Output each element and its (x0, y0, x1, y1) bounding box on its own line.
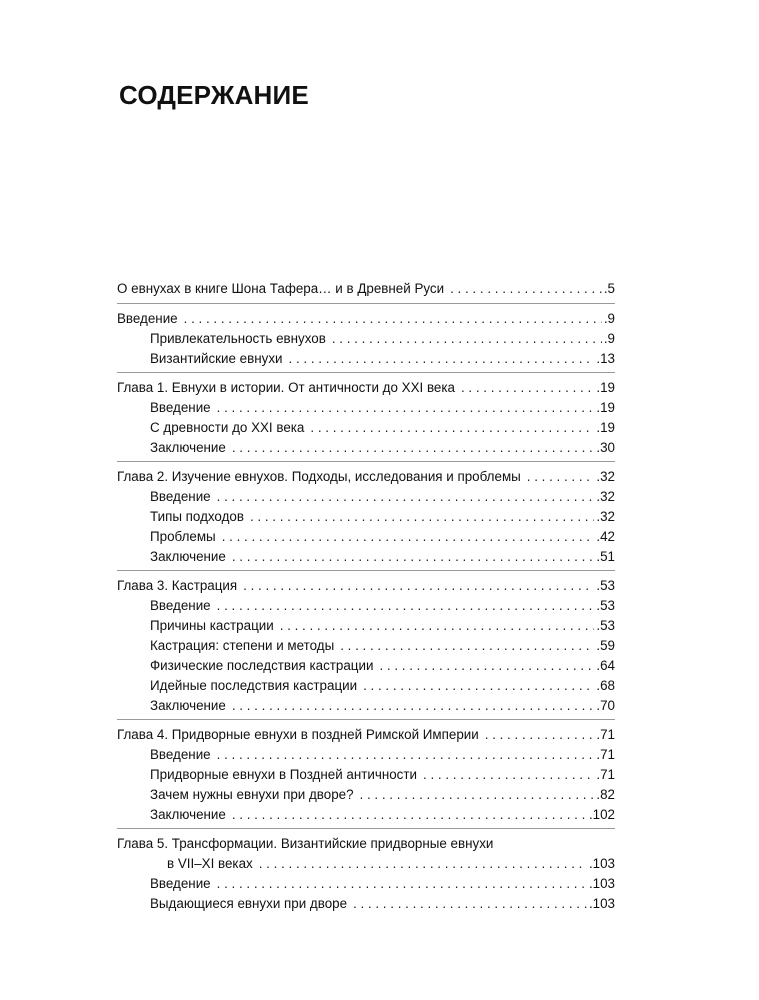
dot-leader (289, 349, 595, 369)
toc-subentry-page: .59 (596, 638, 615, 653)
toc-subentry-page: .71 (596, 747, 615, 762)
toc-subentry[interactable] (117, 656, 615, 676)
toc-subentry-page: .32 (596, 509, 615, 524)
toc-entry-label: Глава 2. Изучение евнухов. Подходы, исследования и проблемы (117, 469, 521, 484)
toc-entry-page: .9 (603, 311, 615, 326)
toc-subentry-label: Византийские евнухи (150, 351, 283, 366)
toc-subentry[interactable] (117, 616, 615, 636)
toc-subentry[interactable] (117, 527, 615, 547)
toc-subentry[interactable] (117, 636, 615, 656)
toc-entry-page: .53 (596, 578, 615, 593)
dot-leader (243, 576, 594, 596)
toc-subentry-label: Введение (150, 598, 211, 613)
toc-subentry-page: .53 (596, 618, 615, 633)
toc-entry-chapter-5[interactable] (117, 834, 615, 854)
toc-subentry[interactable] (117, 329, 615, 349)
dot-leader (280, 616, 595, 636)
dot-leader (232, 547, 595, 567)
toc-subentry-label: Заключение (150, 698, 226, 713)
toc-subentry-page: .13 (596, 351, 615, 366)
toc-subentry-label: Проблемы (150, 529, 216, 544)
dot-leader (423, 765, 594, 785)
toc-subentry[interactable] (117, 894, 615, 914)
toc-subentry-label: Заключение (150, 807, 226, 822)
toc-entry-introduction[interactable] (117, 309, 615, 329)
toc-group (117, 303, 615, 372)
toc-group (117, 278, 615, 303)
toc-group (117, 372, 615, 461)
toc-entry-preface[interactable] (117, 279, 615, 299)
dot-leader (332, 329, 602, 349)
toc-entry-continuation[interactable] (117, 854, 615, 874)
toc-entry-label: Глава 5. Трансформации. Византийские придворные евнухи (117, 836, 494, 851)
dot-leader (217, 596, 595, 616)
toc-entry-chapter-4[interactable] (117, 725, 615, 745)
toc-subentry-label: Привлекательность евнухов (150, 331, 326, 346)
toc-subentry[interactable] (117, 547, 615, 567)
dot-leader (217, 487, 595, 507)
toc-subentry[interactable] (117, 507, 615, 527)
table-of-contents (117, 278, 615, 917)
toc-subentry-label: Причины кастрации (150, 618, 274, 633)
toc-entry-page: .103 (588, 856, 615, 871)
dot-leader (340, 636, 594, 656)
dot-leader (217, 398, 595, 418)
toc-entry-label: Глава 1. Евнухи в истории. От античности до XXI века (117, 380, 455, 395)
toc-subentry-label: Заключение (150, 440, 226, 455)
toc-subentry-label: Введение (150, 747, 211, 762)
toc-entry-label: О евнухах в книге Шона Тафера… и в Древней Руси (117, 281, 445, 296)
toc-subentry-page: .9 (603, 331, 615, 346)
toc-group (117, 828, 615, 917)
toc-subentry[interactable] (117, 438, 615, 458)
dot-leader (222, 527, 595, 547)
toc-subentry-page: .64 (596, 658, 615, 673)
dot-leader (232, 805, 587, 825)
toc-subentry-page: .82 (596, 787, 615, 802)
dot-leader (259, 854, 587, 874)
toc-subentry-page: .51 (596, 549, 615, 564)
toc-subentry-label: Выдающиеся евнухи при дворе (150, 896, 348, 911)
toc-subentry[interactable] (117, 696, 615, 716)
toc-subentry[interactable] (117, 676, 615, 696)
toc-entry-page: .19 (596, 380, 615, 395)
toc-subentry[interactable] (117, 349, 615, 369)
toc-subentry[interactable] (117, 805, 615, 825)
toc-entry-page: .5 (603, 281, 615, 296)
toc-subentry-label: Кастрация: степени и методы (150, 638, 335, 653)
toc-group (117, 570, 615, 719)
toc-entry-page: .71 (596, 727, 615, 742)
toc-subentry-label: Введение (150, 400, 211, 415)
toc-subentry-label: Физические последствия кастрации (150, 658, 374, 673)
dot-leader (450, 279, 602, 299)
toc-subentry-label: Типы подходов (150, 509, 244, 524)
toc-subentry-label: Введение (150, 489, 211, 504)
toc-subentry-label: Придворные евнухи в Поздней античности (150, 767, 417, 782)
toc-entry-label: Введение (117, 311, 178, 326)
toc-subentry-page: .103 (588, 896, 615, 911)
toc-subentry-page: .32 (596, 489, 615, 504)
toc-entry-page: .32 (596, 469, 615, 484)
toc-subentry-label: Зачем нужны евнухи при дворе? (150, 787, 354, 802)
toc-subentry[interactable] (117, 765, 615, 785)
toc-subentry-label: С древности до XXI века (150, 420, 305, 435)
toc-subentry-page: .103 (588, 876, 615, 891)
dot-leader (184, 309, 602, 329)
toc-subentry-page: .42 (596, 529, 615, 544)
toc-entry-chapter-1[interactable] (117, 378, 615, 398)
toc-group (117, 719, 615, 828)
toc-subentry[interactable] (117, 745, 615, 765)
toc-subentry-label: Идейные последствия кастрации (150, 678, 358, 693)
toc-group (117, 461, 615, 570)
toc-entry-label: Глава 4. Придворные евнухи в поздней Римской Империи (117, 727, 479, 742)
toc-subentry-page: .30 (596, 440, 615, 455)
toc-subentry-page: .71 (596, 767, 615, 782)
dot-leader (527, 467, 595, 487)
dot-leader (363, 676, 594, 696)
dot-leader (310, 418, 594, 438)
page-title: СОДЕРЖАНИЕ (119, 80, 309, 110)
dot-leader (232, 438, 595, 458)
dot-leader (232, 696, 595, 716)
toc-subentry[interactable] (117, 398, 615, 418)
toc-entry-label: Глава 3. Кастрация (117, 578, 238, 593)
dot-leader (217, 874, 587, 894)
dot-leader (485, 725, 595, 745)
dot-leader (353, 894, 587, 914)
dot-leader (360, 785, 595, 805)
toc-entry-chapter-2[interactable] (117, 467, 615, 487)
dot-leader (250, 507, 594, 527)
toc-subentry-page: .19 (596, 420, 615, 435)
toc-subentry[interactable] (117, 596, 615, 616)
toc-subentry[interactable] (117, 874, 615, 894)
dot-leader (461, 378, 594, 398)
toc-subentry-label: Введение (150, 876, 211, 891)
toc-subentry[interactable] (117, 418, 615, 438)
toc-entry-chapter-3[interactable] (117, 576, 615, 596)
toc-entry-label-continuation: в VII–XI веках (167, 856, 253, 871)
toc-subentry[interactable] (117, 785, 615, 805)
toc-subentry-page: .102 (588, 807, 615, 822)
toc-subentry-page: .70 (596, 698, 615, 713)
toc-subentry-page: .19 (596, 400, 615, 415)
dot-leader (217, 745, 595, 765)
toc-subentry-page: .53 (596, 598, 615, 613)
toc-subentry[interactable] (117, 487, 615, 507)
toc-subentry-page: .68 (596, 678, 615, 693)
dot-leader (379, 656, 594, 676)
toc-subentry-label: Заключение (150, 549, 226, 564)
